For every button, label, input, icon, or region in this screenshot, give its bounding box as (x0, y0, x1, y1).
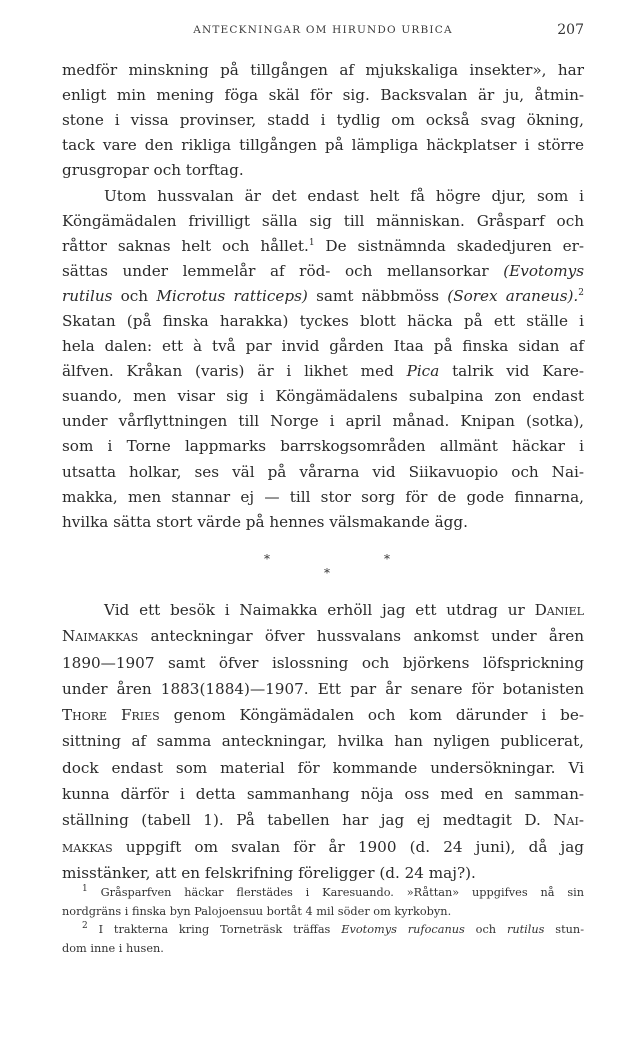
text-line: sättas under lemmelår af röd- och mellansorkar (Evotomys (62, 261, 584, 280)
text-line: utsatta holkar, ses väl på vårarna vid Siikavuopio och Nai- (62, 462, 584, 481)
text-line: under vårflyttningen till Norge i april månad. Knipan (sotka), (62, 412, 584, 431)
running-title: ANTECKNINGAR OM HIRUNDO URBICA (193, 24, 453, 36)
paragraph-2 (62, 184, 584, 535)
text-line: dock endast som material för kommande undersökningar. Vi (62, 758, 584, 777)
footnote-ref-1: 1 (308, 237, 315, 248)
text-line: makka, men stannar ej — till stor sorg för de gode finnarna, (62, 487, 584, 506)
text-line: sittning af samma anteckningar, hvilka han nyligen publicerat, (62, 732, 584, 751)
footnote-ref-2: 2 (578, 287, 584, 298)
text-line: misstänker, att en felskrifning föreligger (d. 24 maj?). (62, 863, 476, 882)
footnotes (62, 884, 584, 958)
text-line: Thore Fries genom Köngämädalen och kom därunder i be- (62, 706, 584, 725)
footnote-2: $^2$ I trakterna kring Torneträsk träffas Evotomys rufocanus och rutilus stun- (82, 921, 585, 937)
footnote-1-cont: nordgräns i finska byn Palojoensuu bortåt 4 mil söder om kyrkobyn. (62, 904, 452, 918)
text-line: Vid ett besök i Naimakka erhöll jag ett utdrag ur Daniel (104, 601, 584, 619)
text-line: hela dalen: ett à två par invid gården Itaa på finska sidan af (62, 337, 584, 356)
paragraph-3 (62, 597, 584, 886)
text-line: tack vare den rikliga tillgången på lämpliga häckplatser i större (62, 136, 584, 155)
text-line: Naimakkas anteckningar öfver hussvalans ankomst under åren (62, 627, 584, 646)
text-line: Skatan (på finska harakka) tyckes blott häcka på ett ställe i (62, 311, 584, 330)
text-line: råttor saknas helt och hållet.$^1$ De sistnämnda skadedjuren er- (62, 236, 584, 255)
footnote-1: $^1$ Gråsparfven häckar flerstädes i Karesuando. »Råttan» uppgifves nå sin (82, 884, 584, 899)
text-line: makkas uppgift om svalan för år 1900 (d. 24 juni), då jag (62, 837, 584, 856)
paragraph-1 (62, 58, 584, 183)
text-line: Köngämädalen frivilligt sälla sig till människan. Gråsparf och (62, 211, 584, 230)
separator-star: * (384, 552, 390, 566)
page-number: 207 (557, 22, 584, 38)
text-line: grusgropar och torftag. (62, 161, 244, 180)
text-line: under åren 1883(1884)—1907. Ett par år senare för botanisten (62, 679, 584, 698)
text-line: rutilus och Microtus ratticeps) samt näbbmöss (Sorex araneus).$^2$ (62, 286, 584, 305)
separator-star: * (324, 566, 330, 580)
footnote-2-cont: dom inne i husen. (62, 941, 164, 955)
text-line: 1890—1907 samt öfver islossning och björkens löfsprickning (62, 653, 584, 672)
separator-star: * (264, 552, 270, 566)
text-line: hvilka sätta stort värde på hennes välsmakande ägg. (62, 512, 468, 531)
text-line: kunna därför i detta sammanhang nöja oss med en samman- (62, 785, 584, 804)
text-line: som i Torne lappmarks barrskogsområden allmänt häckar i (62, 437, 584, 456)
text-line: stone i vissa provinser, stadd i tydlig om också svag ökning, (62, 111, 584, 130)
text-line: enligt min mening föga skäl för sig. Backsvalan är ju, åtmin- (62, 86, 584, 105)
text-line: Utom hussvalan är det endast helt få högre djur, som i (104, 186, 584, 205)
text-line: suando, men visar sig i Köngämädalens subalpina zon endast (62, 387, 584, 406)
page-header (62, 22, 584, 42)
text-line: medför minskning på tillgången af mjukskaliga insekter», har (62, 61, 584, 79)
text-line: älfven. Kråkan (varis) är i likhet med Pica talrik vid Kare- (62, 362, 584, 381)
text-line: ställning (tabell 1). På tabellen har jag ej medtagit D. Nai- (62, 811, 584, 830)
